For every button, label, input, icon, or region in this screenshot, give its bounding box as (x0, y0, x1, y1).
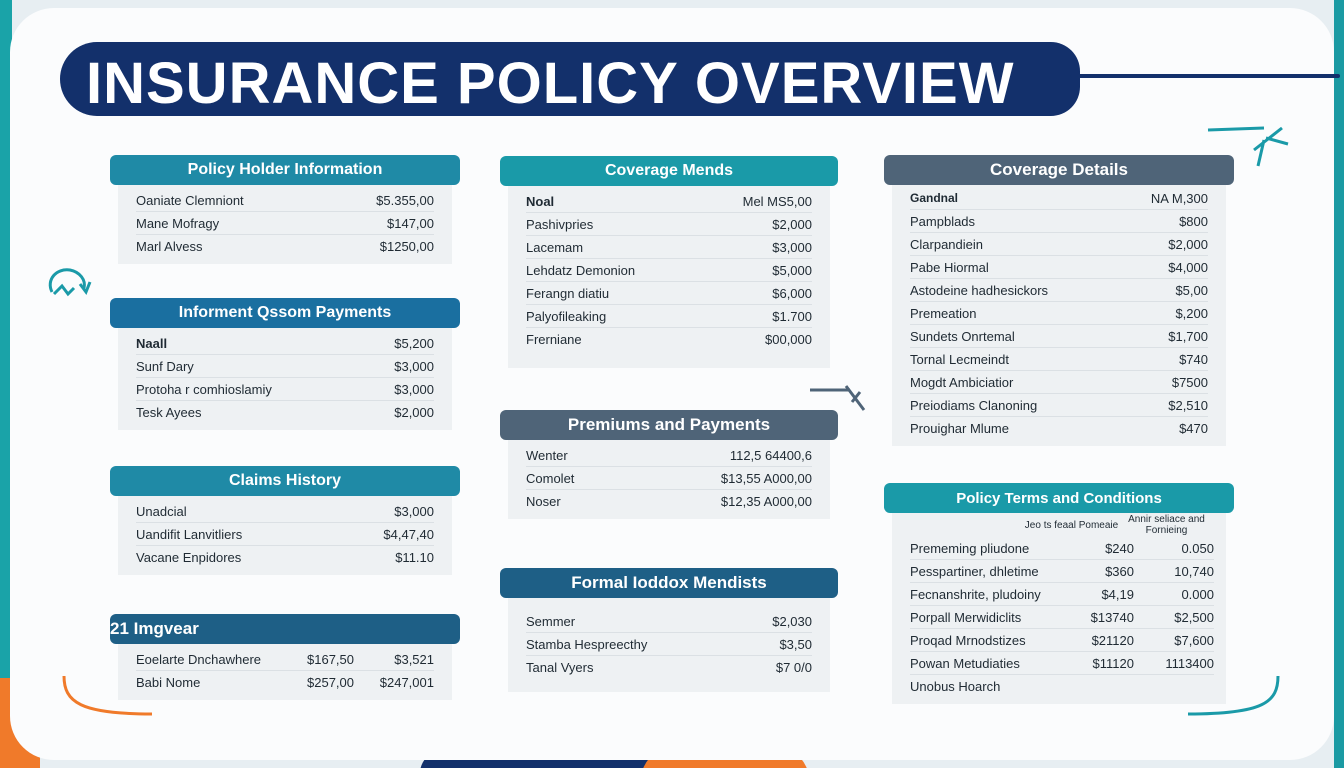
row-label: Protoha r comhioslamiy (136, 381, 272, 397)
row-label: Oaniate Clemniont (136, 192, 244, 208)
row-value: $470 (1179, 421, 1208, 436)
table-row (136, 235, 434, 258)
row-value: $5,00 (1175, 282, 1208, 298)
table-row (910, 233, 1208, 256)
table-row (910, 417, 1208, 440)
row-value: $360 (1105, 563, 1134, 579)
table-row (910, 394, 1208, 417)
row-value: $2,000 (394, 405, 434, 420)
row-label: Uandifit Lanvitliers (136, 526, 243, 542)
row-value: $3,50 (779, 636, 812, 652)
claims-history-header: Claims History (110, 466, 460, 496)
table-row (910, 371, 1208, 394)
row-label: Pashivpries (526, 216, 594, 232)
row-label: Semmer (526, 613, 576, 629)
column-header: Jeo ts feaal Pomeaie (1024, 519, 1119, 531)
right-edge-stripe (1334, 0, 1344, 768)
table-row (526, 444, 812, 467)
row-label: Mogdt Ambiciatior (910, 374, 1014, 390)
row-value: 10,740 (1174, 563, 1214, 579)
table-row (526, 236, 812, 259)
row-value: $1,700 (1168, 328, 1208, 344)
table-row (526, 633, 812, 656)
row-value: $2,500 (1174, 609, 1214, 625)
table-row (526, 656, 812, 679)
premiums-payments-body (508, 440, 830, 519)
row-label: Palyofileaking (526, 308, 607, 324)
table-row (526, 328, 812, 351)
row-label: Gandnal (910, 191, 959, 205)
row-label: Sunf Dary (136, 358, 194, 374)
row-value: $7,600 (1174, 632, 1214, 648)
row-value: 1113400 (1165, 655, 1214, 671)
policy-holder-header: Policy Holder Information (110, 155, 460, 185)
table-row (136, 671, 434, 694)
table-row (136, 500, 434, 523)
table-row (136, 378, 434, 401)
row-value: $7500 (1171, 374, 1208, 390)
row-value: $13740 (1090, 609, 1134, 625)
imgvear-body (118, 644, 452, 700)
table-row (910, 348, 1208, 371)
formal-mendists-header: Formal Ioddox Mendists (500, 568, 838, 598)
inform-payments-header: Informent Qssom Payments (110, 298, 460, 328)
row-value: $,200 (1175, 305, 1208, 321)
formal-mendists-body (508, 598, 830, 692)
inform-payments-section (110, 298, 460, 430)
title-banner-tail (1070, 74, 1340, 78)
row-label: Noal (526, 193, 555, 209)
row-value: 0.000 (1181, 586, 1214, 602)
row-value: 112,5 64400,6 (729, 447, 812, 463)
formal-mendists-section (500, 568, 838, 692)
table-row (910, 302, 1208, 325)
table-row (910, 652, 1214, 675)
row-label: Wenter (526, 447, 568, 463)
row-value: $800 (1179, 213, 1208, 229)
claims-history-body (118, 496, 452, 575)
policy-holder-body (118, 185, 452, 264)
row-label: Marl Alvess (136, 239, 203, 254)
policy-terms-header: Policy Terms and Conditions (884, 483, 1234, 513)
row-label: Tesk Ayees (136, 405, 202, 420)
row-label: Prememing pliudone (910, 540, 1030, 556)
row-label: Stamba Hespreecthy (526, 636, 648, 652)
table-row (910, 583, 1214, 606)
row-label: Premeation (910, 305, 977, 321)
row-label: Frerniane (526, 332, 582, 347)
row-value: $4,47,40 (383, 526, 434, 542)
row-value: $13,55 A000,00 (720, 470, 812, 486)
table-row (910, 210, 1208, 233)
row-label: Tornal Lecmeindt (910, 351, 1009, 367)
inform-payments-body (118, 328, 452, 430)
row-value: $21120 (1091, 632, 1134, 648)
table-row (526, 305, 812, 328)
row-value: $2,000 (772, 216, 812, 232)
table-row (136, 523, 434, 546)
table-row (910, 675, 1214, 698)
row-value: $147,00 (387, 215, 434, 231)
row-label: Fecnanshrite, pludoiny (910, 586, 1041, 602)
table-row (910, 537, 1214, 560)
premiums-payments-section (500, 410, 838, 519)
row-value: $3,000 (772, 239, 812, 255)
row-label: Noser (526, 494, 561, 509)
row-label: Proqad Mrnodstizes (910, 632, 1026, 648)
coverage-details-section (884, 155, 1234, 446)
table-row (910, 629, 1214, 652)
coverage-mends-section (500, 156, 838, 368)
table-row (136, 189, 434, 212)
table-row (910, 606, 1214, 629)
row-label: Comolet (526, 470, 575, 486)
policy-terms-column-headers (910, 513, 1214, 537)
column-header: Annir seliace and Fornieing (1128, 514, 1205, 536)
row-value: $1250,00 (379, 239, 434, 254)
row-label: Pabe Hiormal (910, 259, 989, 275)
coverage-details-header: Coverage Details (884, 155, 1234, 185)
row-label: Pesspartiner, dhletime (910, 563, 1039, 579)
row-label: Lehdatz Demonion (526, 262, 636, 278)
row-label: Astodeine hadhesickors (910, 282, 1049, 298)
table-row (910, 325, 1208, 348)
policy-terms-section (884, 483, 1234, 704)
table-row (526, 490, 812, 513)
row-label: Mane Mofragy (136, 215, 220, 231)
coverage-mends-body (508, 186, 830, 368)
row-value: $247,001 (379, 675, 434, 690)
row-value: $6,000 (772, 285, 812, 301)
table-row (526, 190, 812, 213)
row-label: Sundets Onrtemal (910, 328, 1015, 344)
row-value: $167,50 (307, 651, 354, 667)
row-value: $7 0/0 (775, 660, 812, 675)
row-label: Clarpandiein (910, 236, 983, 252)
row-value: $5.355,00 (376, 192, 434, 208)
row-value: NA M,300 (1150, 190, 1208, 206)
table-row (910, 560, 1214, 583)
row-value: $4,19 (1101, 586, 1134, 602)
row-value: $12,35 A000,00 (720, 494, 812, 509)
row-value: $2,510 (1168, 397, 1208, 413)
row-value: $3,521 (394, 651, 434, 667)
table-row (136, 212, 434, 235)
row-value: $3,000 (394, 503, 434, 519)
refresh-arrow-icon (42, 262, 96, 306)
row-label: Unobus Hoarch (910, 679, 1001, 694)
row-value: $240 (1105, 540, 1134, 556)
row-value: $3,000 (394, 358, 434, 374)
row-label: Powan Metudiaties (910, 655, 1020, 671)
row-label: Eoelarte Dnchawhere (136, 651, 262, 667)
row-label: Unadcial (136, 503, 187, 519)
coverage-details-body (892, 185, 1226, 446)
row-label: Preiodiams Clanoning (910, 397, 1038, 413)
row-label: Pampblads (910, 213, 976, 229)
row-label: Naall (136, 335, 168, 351)
row-label: Babi Nome (136, 675, 201, 690)
page-title: INSURANCE POLICY OVERVIEW (86, 51, 1015, 116)
row-value: $1.700 (772, 308, 812, 324)
row-label: Porpall Merwidiclits (910, 609, 1022, 625)
row-value: $5,200 (394, 335, 434, 351)
table-row (526, 282, 812, 305)
imgvear-header: 21 Imgvear (110, 614, 460, 644)
row-value: $257,00 (307, 675, 354, 690)
table-row (136, 546, 434, 569)
table-row (136, 355, 434, 378)
row-value: 0.050 (1181, 540, 1214, 556)
imgvear-section (110, 614, 460, 700)
table-row (136, 401, 434, 424)
policy-holder-section (110, 155, 460, 264)
row-value: $5,000 (772, 262, 812, 278)
table-row (136, 648, 434, 671)
table-row (136, 332, 434, 355)
row-value: $4,000 (1168, 259, 1208, 275)
row-value: $740 (1179, 351, 1208, 367)
table-row (526, 610, 812, 633)
row-label: Lacemam (526, 239, 584, 255)
table-row (526, 259, 812, 282)
table-row (910, 256, 1208, 279)
row-value: $2,000 (1168, 236, 1208, 252)
row-label: Vacane Enpidores (136, 550, 242, 565)
row-value: $11.10 (395, 550, 434, 565)
claims-history-section (110, 466, 460, 575)
policy-terms-body (892, 513, 1226, 704)
row-label: Tanal Vyers (526, 660, 594, 675)
table-row (526, 467, 812, 490)
premiums-payments-header: Premiums and Payments (500, 410, 838, 440)
row-value: $2,030 (772, 613, 812, 629)
table-row (526, 213, 812, 236)
row-value: $11120 (1092, 655, 1134, 671)
table-row (910, 187, 1208, 210)
coverage-mends-header: Coverage Mends (500, 156, 838, 186)
row-label: Prouighar Mlume (910, 421, 1009, 436)
row-value: Mel MS5,00 (742, 193, 812, 209)
row-value: $3,000 (394, 381, 434, 397)
row-label: Ferangn diatiu (526, 285, 610, 301)
row-value: $00,000 (765, 332, 812, 347)
table-row (910, 279, 1208, 302)
